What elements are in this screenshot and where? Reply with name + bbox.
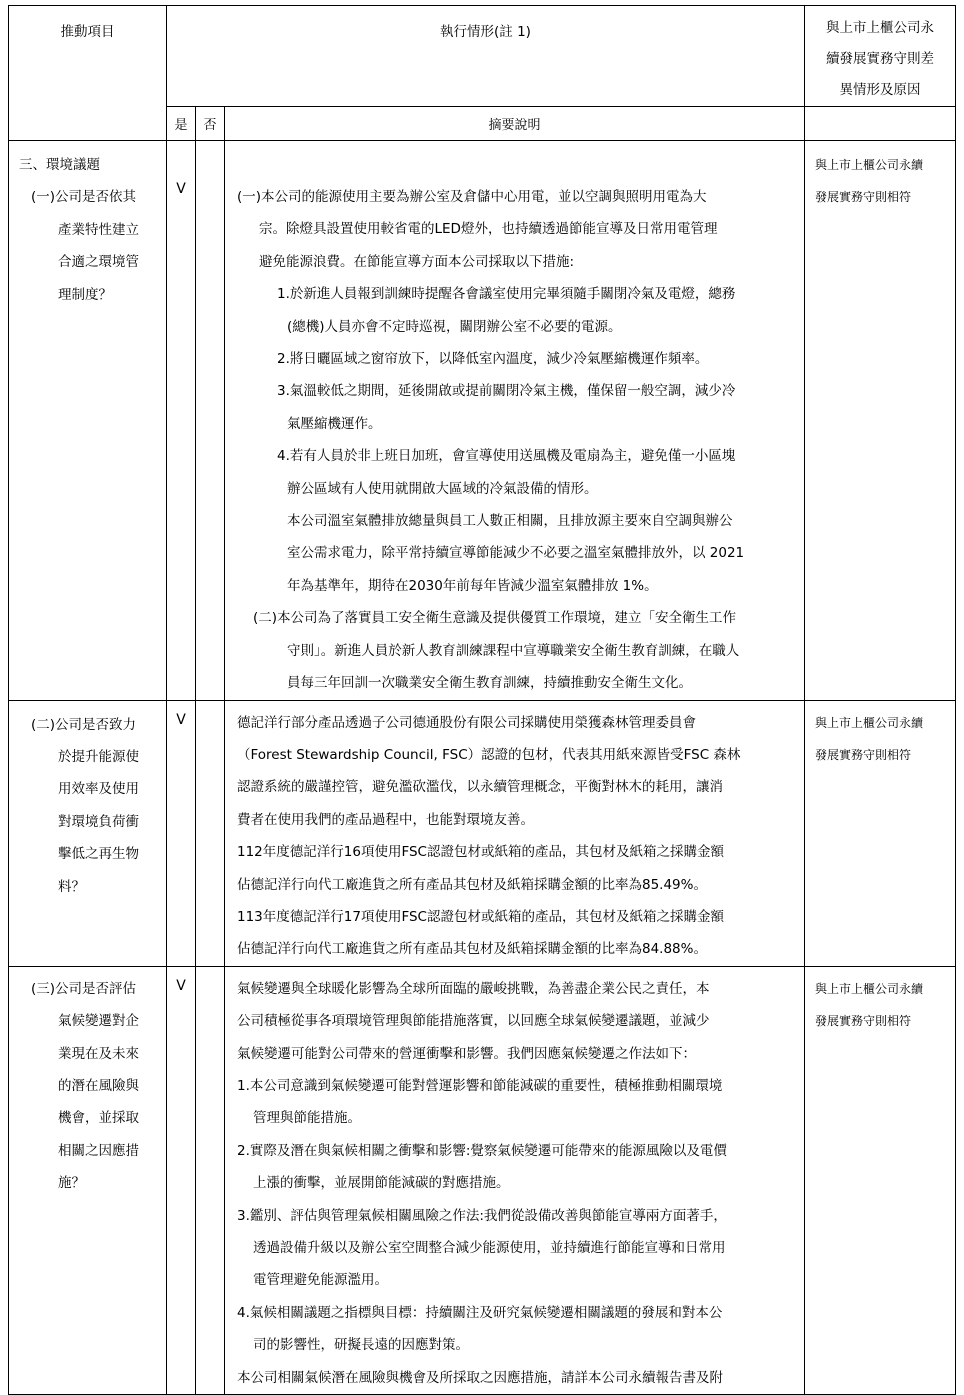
yes-mark: V [167, 141, 196, 701]
header-item: 推動項目 [9, 6, 167, 141]
table-row [9, 700, 956, 966]
header-no: 否 [196, 107, 225, 141]
summary-cell: 氣候變遷與全球暖化影響為全球所面臨的嚴峻挑戰，為善盡企業公民之責任，本 公司積極從事各項環境管理與節能措施落實，以回應全球氣候變遷議題，並減少 氣候變遷可能對公司帶來的營運衝擊和影響。我們因應氣候變遷之作法如下： 1.本公司意識到氣候變遷可能對營運影響和節能減碳的重要性，積極推動相關環境 管理與節能措施。 2.實際及潛在與氣候相關之衝擊和影響:覺察氣候變遷可能帶來的能源風險以及電價 上漲的衝擊，並展開節能減碳的對應措施。 3.鑑別、評估與管理氣候相關風險之作法:我們從設備改善與節能宣導兩方面著手， 透過設備升級以及辦公室空間整合減少能源使用，並持續進行節能宣導和日常用 電管理避免能源濫用。 4.氣候相關議題之指標與目標：持續關注及研究氣候變遷相關議題的發展和對本公 司的影響性，研擬長遠的因應對策。 本公司相關氣候潛在風險與機會及所採取之因應措施，請詳本公司永續報告書及附 [225, 966, 805, 1394]
header-yes: 是 [167, 107, 196, 141]
yes-mark: V [167, 700, 196, 966]
no-mark [196, 700, 225, 966]
header-diff-blank [805, 107, 956, 141]
no-mark [196, 966, 225, 1394]
note-cell: 與上市上櫃公司永續 發展實務守則相符 [805, 141, 956, 701]
summary-cell: 德記洋行部分產品透過子公司德通股份有限公司採購使用榮獲森林管理委員會 （Forest Stewardship Council, FSC）認證的包材，代表其用紙來源皆受FSC 森林 認證系統的嚴謹控管，避免濫砍濫伐，以永續管理概念，平衡對林木的耗用，讓消 費者在使用我們的產品過程中，也能對環境友善。 112年度德記洋行16項使用FSC認證包材或紙箱的產品，其包材及紙箱之採購金額 佔德記洋行向代工廠進貨之所有產品其包材及紙箱採購金額的比率為85.49%。 113年度德記洋行17項使用FSC認證包材或紙箱的產品，其包材及紙箱之採購金額 佔德記洋行向代工廠進貨之所有產品其包材及紙箱採購金額的比率為84.88%。 [225, 700, 805, 966]
note-cell: 與上市上櫃公司永續 發展實務守則相符 [805, 700, 956, 966]
header-exec: 執行情形(註 1) [167, 6, 805, 107]
yes-mark: V [167, 966, 196, 1394]
header-summary: 摘要說明 [225, 107, 805, 141]
summary-cell: (一)本公司的能源使用主要為辦公室及倉儲中心用電，並以空調與照明用電為大 宗。除燈具設置使用較省電的LED燈外，也持續透過節能宣導及日常用電管理 避免能源浪費。在節能宣導方面本公司採取以下措施: 1.於新進人員報到訓練時提醒各會議室使用完畢須隨手關閉冷氣及電燈，總務 (總機)人員亦會不定時巡視，關閉辦公室不必要的電源。 2.將日曬區域之窗帘放下，以降低室內溫度，減少冷氣壓縮機運作頻率。 3.氣溫較低之期間，延後開啟或提前關閉冷氣主機，僅保留一般空調，減少冷 氣壓縮機運作。 4.若有人員於非上班日加班，會宣導使用送風機及電扇為主，避免僅一小區塊 辦公區域有人使用就開啟大區域的冷氣設備的情形。 本公司溫室氣體排放總量與員工人數正相關，且排放源主要來自空調與辦公 室公需求電力，除平常持續宣導節能減少不必要之溫室氣體排放外，以 2021 年為基準年，期待在2030年前每年皆減少溫室氣體排放 1%。 (二)本公司為了落實員工安全衛生意識及提供優質工作環境，建立「安全衛生工作 守則」。新進人員於新人教育訓練課程中宣導職業安全衛生教育訓練，在職人 員每三年回訓一次職業安全衛生教育訓練，持續推動安全衛生文化。 [225, 141, 805, 701]
header-diff: 與上市上櫃公司永 續發展實務守則差 異情形及原因 [805, 6, 956, 107]
note-cell: 與上市上櫃公司永續 發展實務守則相符 [805, 966, 956, 1394]
table-row [9, 141, 956, 701]
item-cell: 三、環境議題 (一)公司是否依其 產業特性建立 合適之環境管 理制度？ [9, 141, 167, 701]
sustainability-table [8, 5, 956, 1395]
table-row [9, 966, 956, 1394]
item-cell: (二)公司是否致力 於提升能源使 用效率及使用 對環境負荷衝 擊低之再生物 料？ [9, 700, 167, 966]
no-mark [196, 141, 225, 701]
item-cell: (三)公司是否評估 氣候變遷對企 業現在及未來 的潛在風險與 機會，並採取 相關之因應措 施？ [9, 966, 167, 1394]
